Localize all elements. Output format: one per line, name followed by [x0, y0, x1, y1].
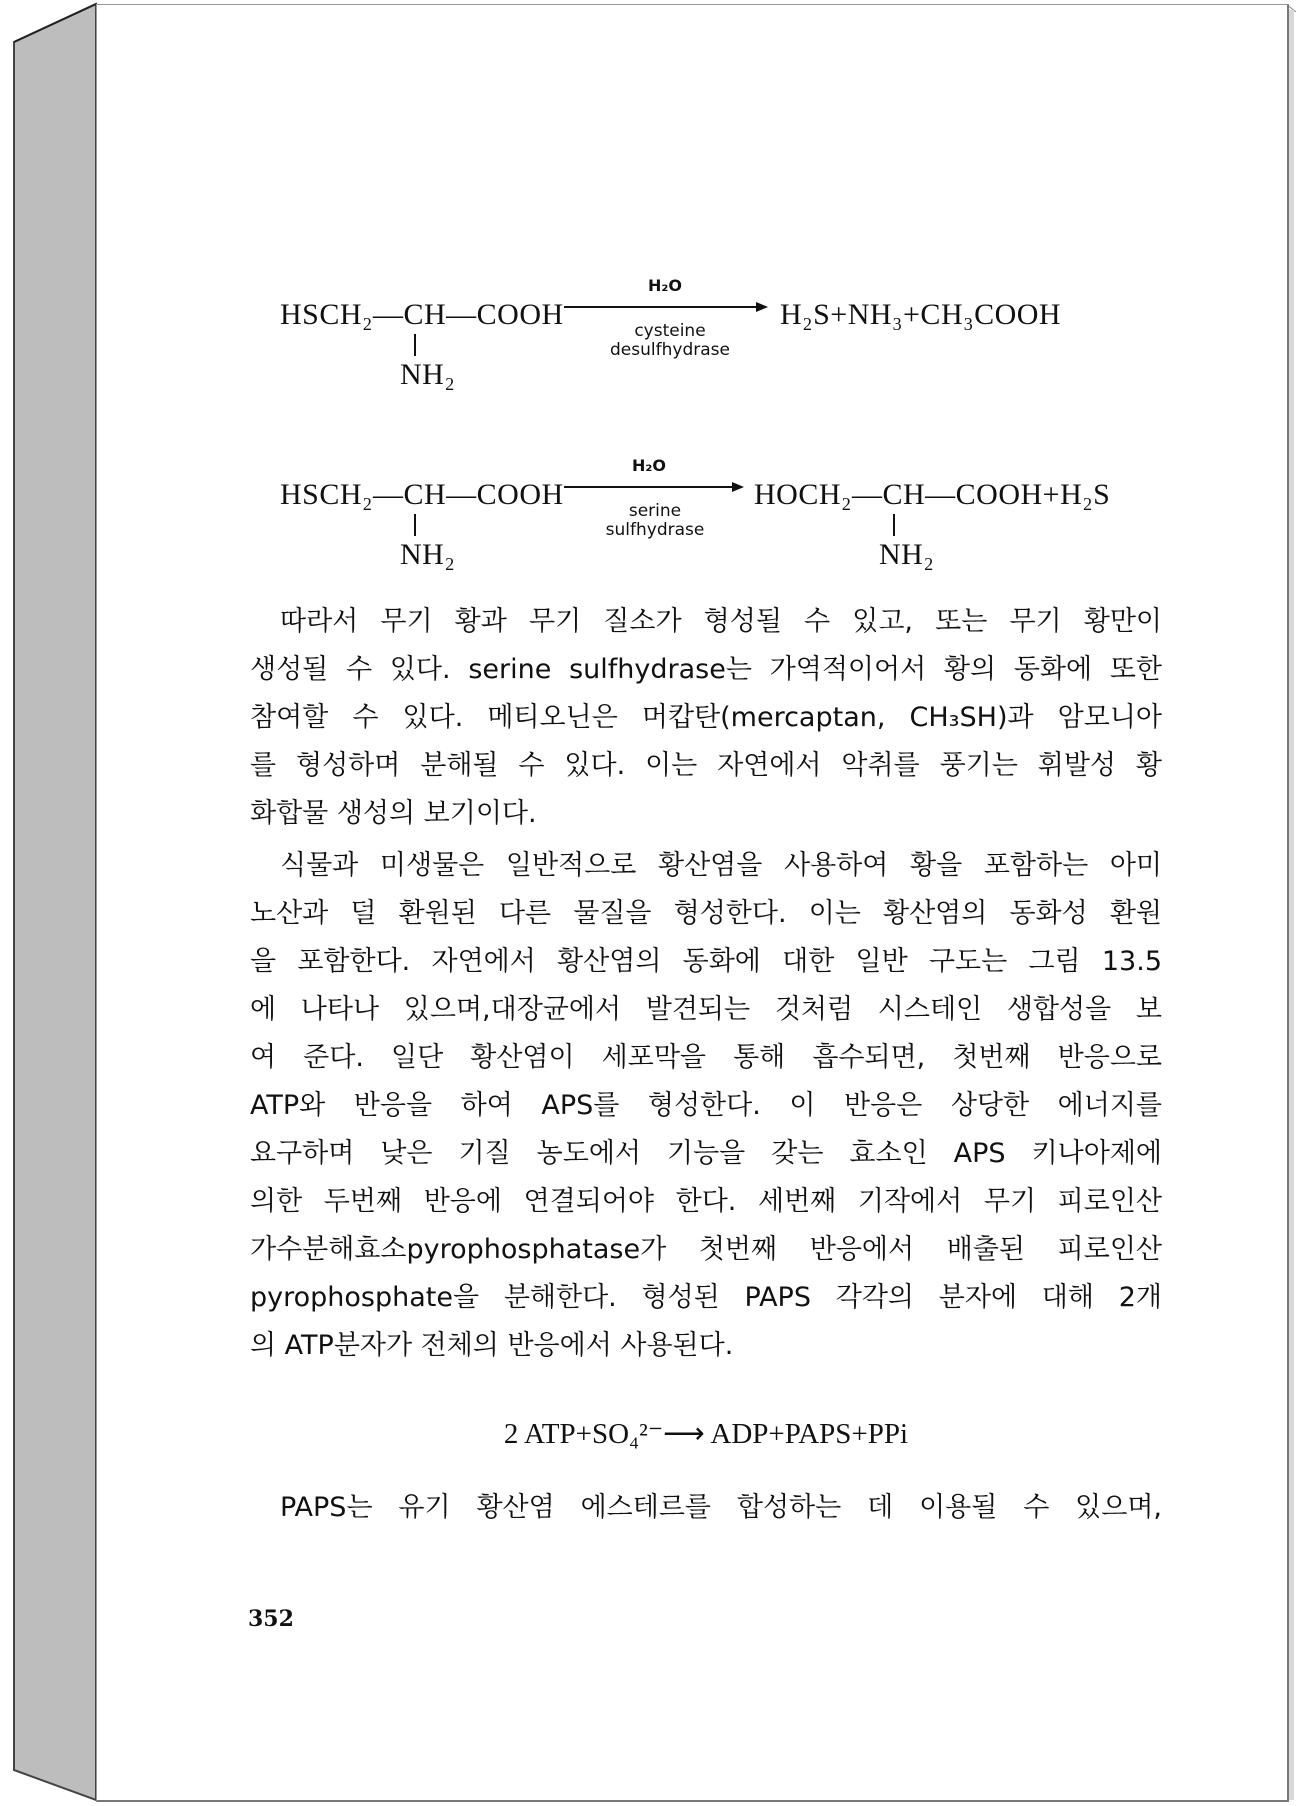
- paragraph-2-line: pyrophosphate을 분해한다. 형성된 PAPS 각각의 분자에 대해 2개: [250, 1282, 1162, 1313]
- reaction-1-products: H₂S+NH₃+CH₃COOH: [780, 298, 1062, 331]
- paragraph-2-line: 요구하며 낮은 기질 농도에서 기능을 갖는 효소인 APS 키나아제에: [250, 1138, 1162, 1169]
- paragraph-1: [250, 598, 1162, 838]
- paragraph-2-line: 노산과 덜 환원된 다른 물질을 형성한다. 이는 황산염의 동화성 환원: [250, 898, 1162, 929]
- page-number: 352: [248, 1606, 294, 1632]
- reaction-2-enzyme-line-2: sulfhydrase: [605, 520, 705, 540]
- reaction-2-water: H₂O: [632, 456, 666, 475]
- reaction-1-arrowhead: [756, 302, 768, 312]
- reaction-1-enzyme-line-1: cysteine: [634, 321, 706, 341]
- reaction-1-water: H₂O: [648, 276, 682, 295]
- reaction-2-bond: [414, 514, 416, 536]
- paragraph-2: [250, 842, 1162, 1370]
- reaction-2-reactant-amine: NH₂: [400, 538, 456, 571]
- reaction-2-reactant: HSCH₂—CH—COOH: [280, 478, 564, 511]
- reaction-1-reactant-amine: NH₂: [400, 358, 456, 391]
- paragraph-3-line: PAPS는 유기 황산염 에스테르를 합성하는 데 이용될 수 있으며,: [280, 1492, 1162, 1523]
- reaction-2-arrow: [564, 486, 734, 488]
- paragraph-2-line: 에 나타나 있으며,대장균에서 발견되는 것처럼 시스테인 생합성을 보: [250, 994, 1162, 1025]
- reaction-2-product-bond: [893, 514, 895, 536]
- paragraph-2-line: 의한 두번째 반응에 연결되어야 한다. 세번째 기작에서 무기 피로인산: [250, 1186, 1162, 1217]
- reaction-2-enzyme-line-1: serine: [628, 501, 682, 521]
- reaction-2-product-amine: NH₂: [879, 538, 935, 571]
- reaction-1-arrow: [564, 306, 758, 308]
- paragraph-1-line: 생성될 수 있다. serine sulfhydrase는 가역적이어서 황의 동화에 또한: [250, 654, 1162, 685]
- paragraph-2-line: 가수분해효소pyrophosphatase가 첫번째 반응에서 배출된 피로인산: [250, 1234, 1162, 1265]
- paragraph-1-line: 화합물 생성의 보기이다.: [250, 798, 537, 829]
- paragraph-2-line: 식물과 미생물은 일반적으로 황산염을 사용하여 황을 포함하는 아미: [280, 850, 1162, 881]
- paragraph-2-line: 의 ATP분자가 전체의 반응에서 사용된다.: [250, 1330, 734, 1361]
- reaction-1-bond: [414, 334, 416, 356]
- reaction-1-enzyme-line-2: desulfhydrase: [610, 340, 730, 360]
- paragraph-2-line: 을 포함한다. 자연에서 황산염의 동화에 대한 일반 구도는 그림 13.5: [250, 946, 1162, 977]
- paragraph-1-line: 참여할 수 있다. 메티오닌은 머캅탄(mercaptan, CH₃SH)과 암모니아: [250, 702, 1162, 733]
- atp-sulfate-equation: 2 ATP+SO₄²⁻⟶ ADP+PAPS+PPi: [503, 1418, 909, 1450]
- paragraph-2-line: 여 준다. 일단 황산염이 세포막을 통해 흡수되면, 첫번째 반응으로: [250, 1042, 1162, 1073]
- reaction-1-reactant: HSCH₂—CH—COOH: [280, 298, 564, 331]
- paragraph-1-line: 를 형성하며 분해될 수 있다. 이는 자연에서 악취를 풍기는 휘발성 황: [250, 750, 1162, 781]
- paragraph-1-line: 따라서 무기 황과 무기 질소가 형성될 수 있고, 또는 무기 황만이: [280, 606, 1162, 637]
- paragraph-3: [250, 1484, 1162, 1532]
- reaction-2-products: HOCH₂—CH—COOH+H₂S: [754, 478, 1111, 511]
- reaction-2-arrowhead: [732, 482, 744, 492]
- paragraph-2-line: ATP와 반응을 하여 APS를 형성한다. 이 반응은 상당한 에너지를: [250, 1090, 1162, 1121]
